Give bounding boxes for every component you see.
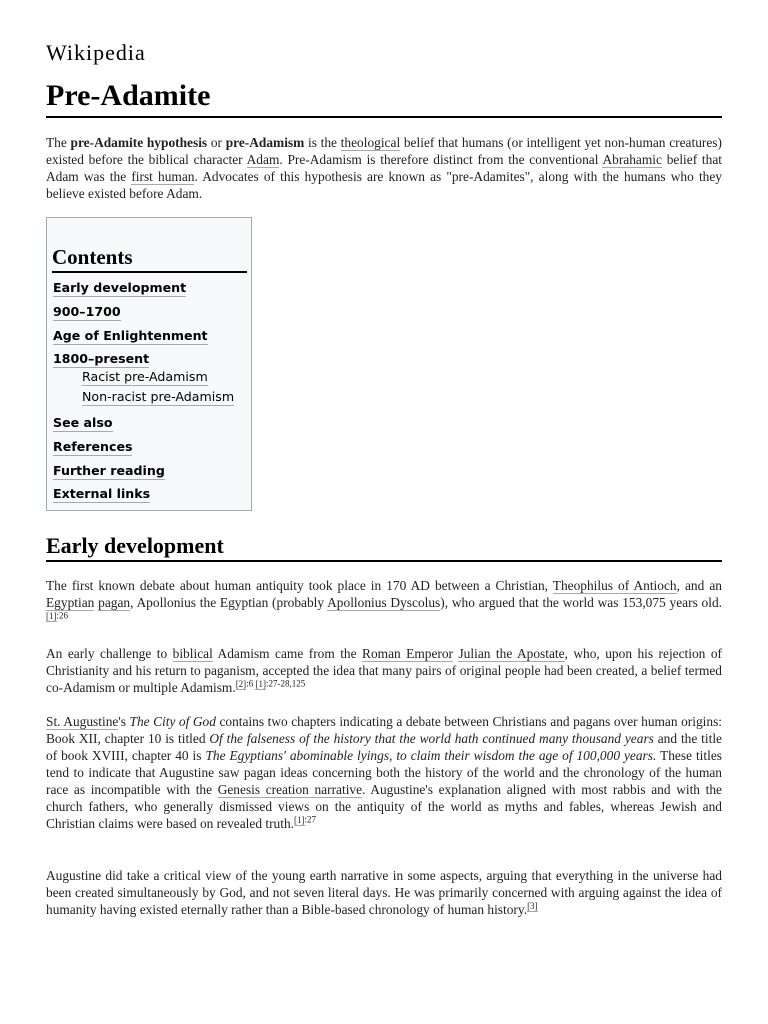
toc-item-1800-present[interactable]: 1800–present	[53, 351, 150, 366]
text: 's	[118, 714, 130, 729]
citation-link[interactable]: [1]	[46, 610, 57, 621]
text: . Augustine's explanation aligned with most rabbis and with the church fathers, who generally dismissed views on the antiquity of the world as myths and fables, whereas Jewish and Christian claims were based on revealed truth.	[46, 782, 722, 831]
link-julian[interactable]: Julian the Apostate	[458, 646, 565, 661]
citation-page: :27-28,125	[265, 678, 306, 689]
citation-page: :6	[246, 678, 256, 689]
toc-item-external-links[interactable]: External links	[53, 486, 151, 501]
text: belief that Adam was the	[46, 152, 722, 184]
citation-link[interactable]: [3]	[527, 900, 538, 911]
link-pagan[interactable]: pagan	[98, 595, 131, 610]
toc-title: Contents	[52, 244, 247, 273]
text: belief that humans (or intelligent yet non-human creatures) existed before the biblical character	[46, 135, 722, 167]
bold-term: pre-Adamism	[225, 135, 305, 150]
citation-page: :27	[304, 814, 317, 825]
italic-title: Of the falseness of the history that the world hath continued many thousand years	[209, 731, 654, 746]
intro-paragraph	[46, 134, 722, 202]
bold-term: pre-Adamite hypothesis	[70, 135, 208, 150]
link-apollonius-dyscolus[interactable]: Apollonius Dyscolus	[327, 595, 441, 610]
paragraph-2	[46, 645, 722, 696]
toc-item-further-reading[interactable]: Further reading	[53, 463, 165, 478]
citation	[527, 901, 538, 912]
link-theophilus[interactable]: Theophilus of Antioch	[552, 578, 677, 593]
text: and the title of book XVIII, chapter 40 is	[46, 731, 722, 763]
link-biblical[interactable]: biblical	[172, 646, 213, 661]
paragraph-1	[46, 577, 722, 628]
toc-item-non-racist-pre-adamism[interactable]: Non-racist pre-Adamism	[82, 389, 235, 404]
link-adam[interactable]: Adam	[246, 152, 280, 167]
text: , and an	[676, 578, 722, 593]
toc-item-age-of-enlightenment[interactable]: Age of Enlightenment	[53, 328, 208, 343]
citation-page: :26	[56, 610, 69, 621]
citation-link[interactable]: [1]	[294, 814, 305, 825]
text: The first known debate about human antiquity took place in 170 AD between a Christian,	[46, 578, 553, 593]
text: or	[207, 135, 226, 150]
italic-title: The City of God	[129, 714, 216, 729]
link-egyptian[interactable]: Egyptian	[46, 595, 95, 610]
text: Adamism came from the	[212, 646, 363, 661]
link-roman-emperor[interactable]: Roman Emperor	[362, 646, 454, 661]
text: is the	[304, 135, 341, 150]
text: , who, upon his rejection of Christianity and his return to paganism, accepted the idea that many pairs of original people had been created, a belief termed co-Adamism or multiple Adamism.	[46, 646, 722, 695]
table-of-contents	[46, 217, 252, 511]
link-abrahamic[interactable]: Abrahamic	[602, 152, 662, 167]
italic-title: The Egyptians' abominable lyings, to claim their wisdom the age of 100,000 years.	[205, 748, 657, 763]
paragraph-3	[46, 713, 722, 832]
toc-item-references[interactable]: References	[53, 439, 133, 454]
toc-item-900-1700[interactable]: 900–1700	[53, 304, 121, 319]
toc-item-racist-pre-adamism[interactable]: Racist pre-Adamism	[82, 369, 208, 384]
citation	[46, 611, 68, 622]
citation	[236, 679, 306, 690]
text: Augustine did take a critical view of the young earth narrative in some aspects, arguing that everything in the universe had been created simultaneously by God, and not seven literal days. He was primarily concerned with arguing against the idea of humanity having existed eternally rather than a Bible-based chronology of human history.	[46, 868, 722, 917]
citation-link[interactable]: [2]	[235, 678, 247, 689]
text: These titles tend to indicate that Augustine saw pagan ideas concerning both the history of the world and the chronology of the human race as incompatible with the	[46, 748, 723, 797]
toc-item-see-also[interactable]: See also	[53, 415, 113, 430]
text: . Advocates of this hypothesis are known as "pre-Adamites", along with the humans who they believe existed before Adam.	[46, 169, 723, 201]
text: An early challenge to	[46, 646, 173, 661]
link-genesis-creation-narrative[interactable]: Genesis creation narrative	[217, 782, 363, 797]
section-heading-early-development: Early development	[46, 533, 722, 562]
link-theological[interactable]: theological	[340, 135, 401, 150]
text: . Pre-Adamism is therefore distinct from the conventional	[279, 152, 603, 167]
toc-item-early-development[interactable]: Early development	[53, 280, 187, 295]
link-first-human[interactable]: first human	[131, 169, 195, 184]
text: ), who argued that the world was 153,075 years old.	[440, 595, 723, 610]
citation	[294, 815, 316, 826]
text: , Apollonius the Egyptian (probably	[130, 595, 328, 610]
page-title: Pre-Adamite	[46, 78, 722, 118]
text: contains two chapters indicating a debate between Christians and pagans over human origins: Book XII, chapter 10 is titled	[46, 714, 723, 746]
link-st-augustine[interactable]: St. Augustine	[46, 714, 119, 729]
citation-link[interactable]: [1]	[255, 678, 266, 689]
wikipedia-logo[interactable]: Wikipedia	[46, 40, 146, 65]
paragraph-4	[46, 867, 722, 918]
text: The	[46, 135, 71, 150]
